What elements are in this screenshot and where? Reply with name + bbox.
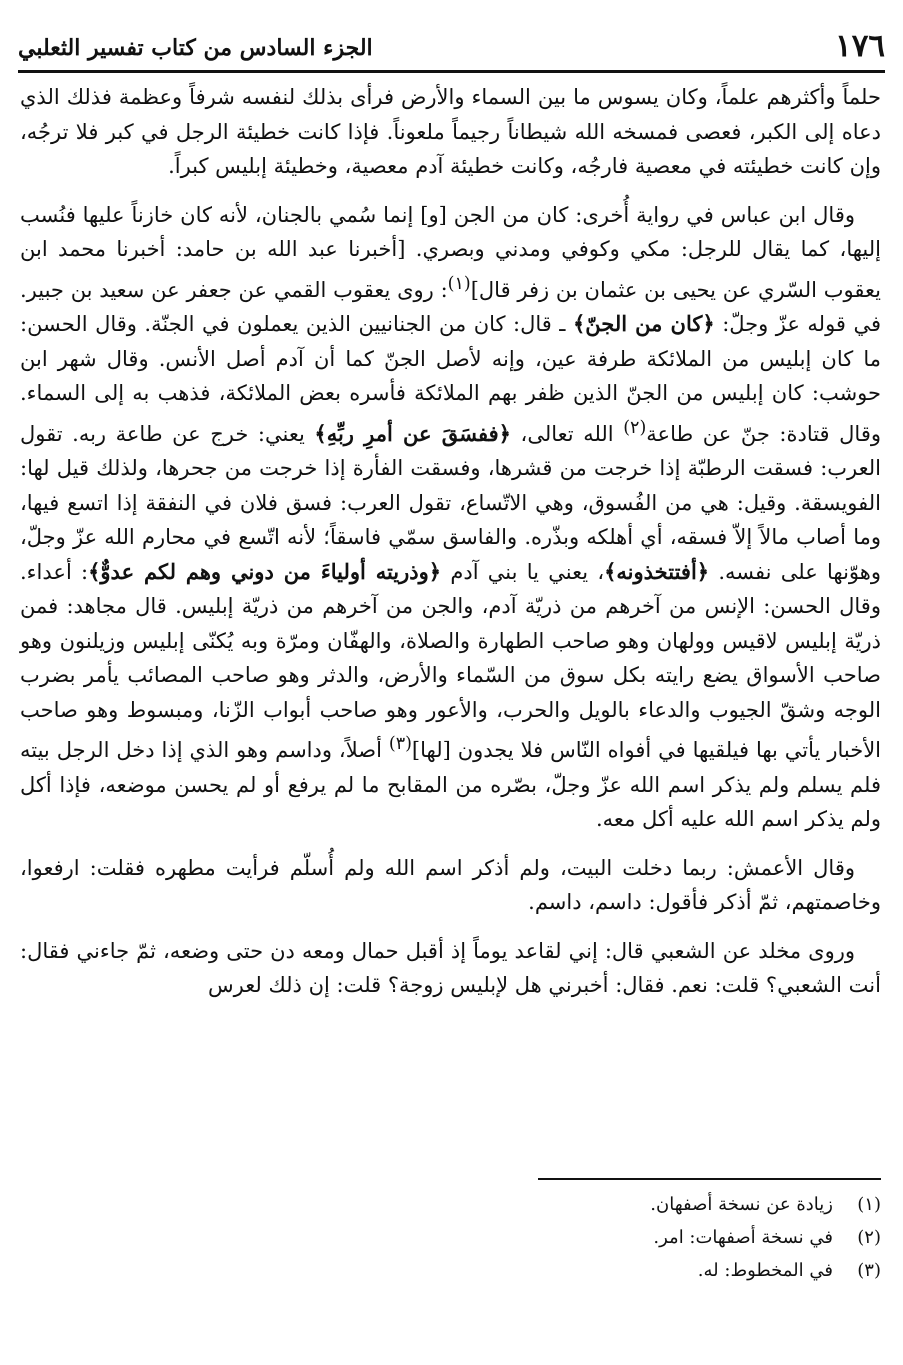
footnote [20, 1188, 881, 1221]
text-run: أصلاً، وداسم وهو الذي إذا دخل الرجل بيته فلم يسلم ولم يذكر اسم الله عزّ وجلّ، بصّره من المقابح ما لم يرفع أو لم يحسن موضعه، فإذا أكل ولم يذكر اسم الله عليه أكل معه. [20, 738, 881, 831]
quran-quote: ﴿ففسَقَ عن أمرِ ربِّهِ﴾ [314, 420, 511, 446]
footnote-ref-2: (٢) [623, 417, 647, 438]
paragraph-1: حلماً وأكثرهم علماً، وكان يسوس ما بين السماء والأرض فرأى بذلك لنفسه شرفاً وعظمة فذلك الذي دعاه إلى الكبر، فعصى فمسخه الله شيطاناً رجيماً ملعوناً. فإذا كانت خطيئة الرجل في كبر فلا ترجُه، وإن كانت خطيئته في معصية فارجُه، وكانت خطيئة آدم معصية، وخطيئة إبليس كبراً. [20, 85, 881, 178]
quran-quote: ﴿وذريته أولياءَ من دوني وهم لكم عدوٌّ﴾ [88, 558, 442, 584]
footnote-number: (١) [857, 1194, 881, 1215]
footnote-text: في المخطوط: له. [697, 1260, 833, 1281]
footnote-number: (٢) [857, 1227, 881, 1248]
footnote-ref-1: (١) [447, 273, 471, 294]
text-run: : روى يعقوب القمي عن جعفر عن سعيد بن جبير. في قوله عزّ وجلّ: [20, 277, 881, 336]
text-run: : أعداء. وقال الحسن: الإنس من آخرهم من ذريّة آدم، والجن من آخرهم من ذريّة إبليس. قال مجاهد: فمن ذريّة إبليس لاقيس وولهان وهو صاحب الطهارة والصلاة، والهفّان ومرّة وبه يُكنّى إبليس وزيلنون وهو صاحب الأسواق يضع رايته بكل سوق من السّماء والأرض، والدثر وهو صاحب المصائب يأمر بضرب الوجه وشقّ الجيوب والدعاء بالويل والحرب، والأعور وهو صاحب أبواب الزّنا، ومبسوط وهو صاحب الأخبار يأتي بها فيلقيها في أفواه النّاس فلا يجدون [لها] [20, 559, 882, 762]
text-run: ، يعني يا بني آدم [441, 559, 605, 584]
footnote-text: في نسخة أصفهات: امر. [653, 1227, 833, 1248]
body-text [20, 80, 881, 1017]
paragraph-2 [20, 198, 881, 837]
text-run: يعني: خرج عن طاعة ربه. تقول العرب: فسقت الرطبّة إذا خرجت من قشرها، وفسقت الفأرة إذا خرجت من جحرها، ولذلك قيل لها: الفويسقة. وقيل: هي من الفُسوق، وهي الاتّساع، تقول العرب: فسق فلان في النفقة إذا اتسع فيها، وما أصاب مالاً إلاّ فسقه، أي أهلكه وبذّره. والفاسق سمّي فاسقاً؛ لأنه اتّسع في محارم الله عزّ وجلّ، وهوّنها على نفسه. [20, 421, 881, 584]
footnote [20, 1254, 881, 1287]
footnotes [20, 1188, 881, 1287]
text-run: ـ قال: كان من الجنانيين الذين يعملون في الجنّة. وقال الحسن: ما كان إبليس من الملائكة طرفة عين، وإنه لأصل الجنّ كما أن آدم أصل الأنس. وقال شهر ابن حوشب: كان إبليس من الجنّ الذين ظفر بهم الملائكة فأسره بعض الملائكة، فذهب به إلى السماء. وقال قتادة: جنّ عن طاعة [20, 312, 882, 446]
paragraph-4: وروى مخلد عن الشعبي قال: إني لقاعد يوماً إذ أقبل حمال ومعه دن حتى وضعه، ثمّ جاءني فقال: أنت الشعبي؟ قلت: نعم. فقال: أخبرني هل لإبليس زوجة؟ قلت: إن ذلك لعرس [20, 938, 881, 997]
paragraph-3: وقال الأعمش: ربما دخلت البيت، ولم أذكر اسم الله ولم أُسلّم فرأيت مطهره فقلت: ارفعوا، وخاصمتهم، ثمّ أذكر فأقول: داسم، داسم. [20, 855, 881, 914]
footnote-ref-3: (٣) [388, 734, 412, 754]
footnote-rule [538, 1178, 881, 1180]
footnote [20, 1221, 881, 1254]
header-rule [18, 70, 885, 73]
quran-quote: ﴿كان من الجنّ﴾ [572, 311, 715, 336]
footnote-number: (٣) [857, 1260, 881, 1281]
quran-quote: ﴿أفتتخذونه﴾ [604, 558, 710, 584]
page-number: ١٧٦ [835, 28, 885, 64]
footnote-text: زيادة عن نسخة أصفهان. [650, 1194, 833, 1215]
text-run: وقال ابن عباس في رواية أُخرى: كان من الجن [و] إنما سُمي بالجنان، لأنه كان خازناً عليها فنُسب إليها، كما يقال للرجل: مكي وكوفي ومدني وبصري. [أخبرنا عبد الله بن حامد: أخبرنا محمد ابن يعقوب السّري عن يحيى بن عثمان بن زفر قال] [20, 202, 882, 302]
page-header [18, 22, 885, 66]
text-run: الله تعالى، [510, 421, 624, 446]
running-title: الجزء السادس من كتاب تفسير الثعلبي [18, 35, 373, 61]
